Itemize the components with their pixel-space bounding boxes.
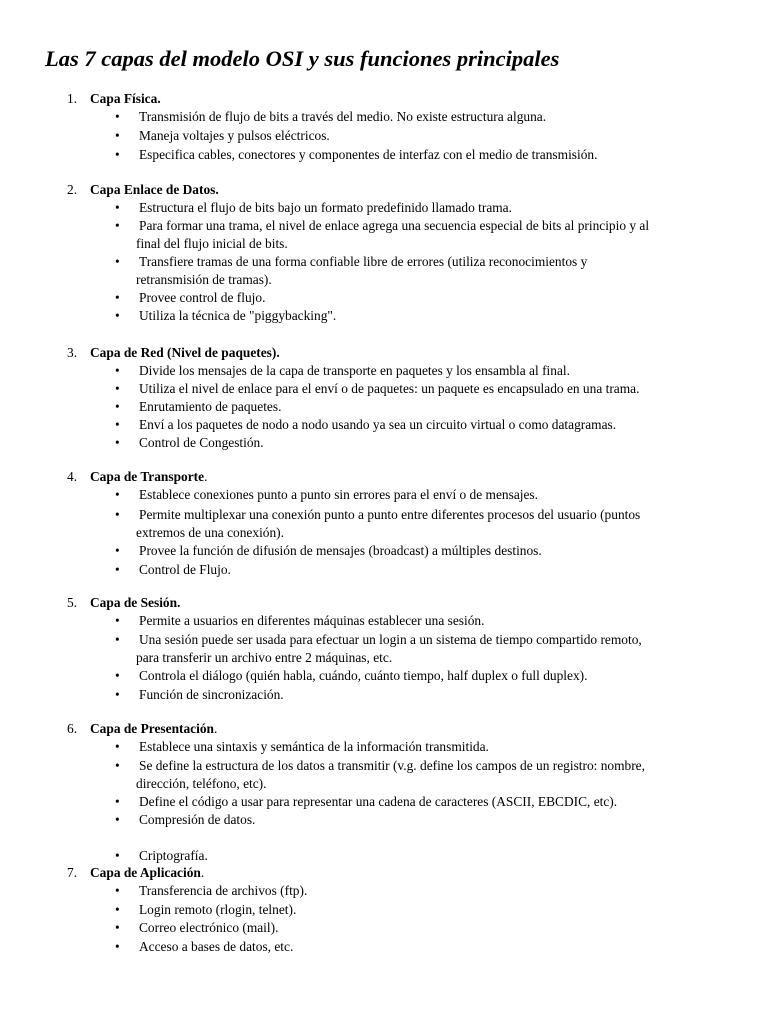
list-item-text: Acceso a bases de datos, etc.: [139, 939, 294, 954]
section-heading-text: Capa de Sesión.: [90, 595, 181, 610]
bullet-icon: •: [115, 363, 120, 378]
list-item-text: Estructura el flujo de bits bajo un formato predefinido llamado trama.: [139, 200, 512, 215]
bullet-icon: •: [115, 739, 120, 754]
bullet-icon: •: [115, 147, 120, 162]
section-heading-text: Capa de Transporte: [90, 469, 205, 484]
bullet-icon: •: [115, 562, 120, 577]
bullet-icon: •: [115, 668, 120, 683]
section-heading-suffix: .: [200, 865, 205, 880]
page-title: Las 7 capas del modelo OSI y sus funciones principales: [45, 46, 560, 71]
section-heading: [90, 468, 207, 486]
bullet-icon: •: [115, 308, 120, 323]
list-item-text: Utiliza la técnica de "piggybacking".: [139, 308, 337, 323]
list-item-text: dirección, teléfono, etc).: [136, 776, 267, 791]
bullet-icon: •: [115, 399, 120, 414]
bullet-icon: •: [115, 109, 120, 124]
list-item-text: Permite a usuarios en diferentes máquinas establecer una sesión.: [139, 613, 485, 628]
list-item-text: Maneja voltajes y pulsos eléctricos.: [139, 128, 330, 143]
list-item-text: Especifica cables, conectores y componentes de interfaz con el medio de transmisión.: [139, 147, 598, 162]
bullet-icon: •: [115, 920, 120, 935]
list-item-text: Criptografía.: [139, 848, 208, 863]
section-heading-text: Capa Enlace de Datos.: [90, 182, 219, 197]
section-heading: [90, 181, 219, 199]
bullet-icon: •: [115, 613, 120, 628]
list-item-text: para transferir un archivo entre 2 máquinas, etc.: [136, 650, 393, 665]
section-number: 5.: [67, 595, 78, 610]
list-item-text: Define el código a usar para representar una cadena de caracteres (ASCII, EBCDIC, etc).: [139, 794, 618, 809]
list-item-text: Compresión de datos.: [139, 812, 256, 827]
list-item-text: Controla el diálogo (quién habla, cuándo, cuánto tiempo, half duplex o full duplex).: [139, 668, 588, 683]
section-number: 2.: [67, 182, 78, 197]
list-item-text: Correo electrónico (mail).: [139, 920, 279, 935]
list-item-text: Control de Congestión.: [139, 435, 264, 450]
list-item-text: Login remoto (rlogin, telnet).: [139, 902, 297, 917]
list-item-text: Para formar una trama, el nivel de enlace agrega una secuencia especial de bits al principio y al: [139, 218, 650, 233]
list-item-text: Transmisión de flujo de bits a través del medio. No existe estructura alguna.: [139, 109, 547, 124]
bullet-icon: •: [115, 487, 120, 502]
section-number: 4.: [67, 469, 78, 484]
section-heading-text: Capa de Presentación: [90, 721, 214, 736]
section-number: 6.: [67, 721, 78, 736]
section-heading: [90, 594, 180, 612]
list-item-text: Función de sincronización.: [139, 687, 284, 702]
bullet-icon: •: [115, 381, 120, 396]
bullet-icon: •: [115, 435, 120, 450]
bullet-icon: •: [115, 758, 120, 773]
section-number: 7.: [67, 865, 78, 880]
bullet-icon: •: [115, 218, 120, 233]
section-heading: [90, 90, 161, 108]
list-item-text: Provee la función de difusión de mensajes (broadcast) a múltiples destinos.: [139, 543, 542, 558]
section-heading: [90, 720, 217, 738]
bullet-icon: •: [115, 200, 120, 215]
list-item-text: Establece conexiones punto a punto sin errores para el enví o de mensajes.: [139, 487, 538, 502]
list-item-text: Control de Flujo.: [139, 562, 231, 577]
bullet-icon: •: [115, 848, 120, 863]
list-item-text: Transfiere tramas de una forma confiable libre de errores (utiliza reconocimientos y: [139, 254, 588, 269]
section-heading-text: Capa de Red (Nivel de paquetes).: [90, 345, 280, 360]
section-heading: [90, 864, 204, 882]
bullet-icon: •: [115, 902, 120, 917]
section-number: 1.: [67, 91, 78, 106]
section-heading-text: Capa Física.: [90, 91, 161, 106]
list-item-text: Utiliza el nivel de enlace para el enví o de paquetes: un paquete es encapsulado en una trama.: [139, 381, 640, 396]
section-number: 3.: [67, 345, 78, 360]
bullet-icon: •: [115, 128, 120, 143]
bullet-icon: •: [115, 632, 120, 647]
section-heading: [90, 344, 280, 362]
bullet-icon: •: [115, 939, 120, 954]
bullet-icon: •: [115, 417, 120, 432]
list-item-text: Una sesión puede ser usada para efectuar un login a un sistema de tiempo compartido remoto,: [139, 632, 642, 647]
section-heading-suffix: .: [204, 469, 208, 484]
list-item-text: final del flujo inicial de bits.: [136, 236, 288, 251]
list-item-text: Divide los mensajes de la capa de transporte en paquetes y los ensambla al final.: [139, 363, 570, 378]
list-item-text: Provee control de flujo.: [139, 290, 266, 305]
bullet-icon: •: [115, 507, 120, 522]
list-item-text: retransmisión de tramas).: [136, 272, 272, 287]
section-heading-suffix: .: [213, 721, 218, 736]
list-item-text: Se define la estructura de los datos a transmitir (v.g. define los campos de un registro: nombre,: [139, 758, 645, 773]
bullet-icon: •: [115, 687, 120, 702]
bullet-icon: •: [115, 812, 120, 827]
list-item-text: Establece una sintaxis y semántica de la información transmitida.: [139, 739, 489, 754]
bullet-icon: •: [115, 794, 120, 809]
list-item-text: Enví a los paquetes de nodo a nodo usando ya sea un circuito virtual o como datagramas.: [139, 417, 617, 432]
bullet-icon: •: [115, 883, 120, 898]
list-item-text: extremos de una conexión).: [136, 525, 284, 540]
list-item-text: Transferencia de archivos (ftp).: [139, 883, 308, 898]
section-heading-text: Capa de Aplicación: [90, 865, 201, 880]
list-item-text: Permite multiplexar una conexión punto a punto entre diferentes procesos del usuario (puntos: [139, 507, 641, 522]
list-item-text: Enrutamiento de paquetes.: [139, 399, 282, 414]
bullet-icon: •: [115, 543, 120, 558]
bullet-icon: •: [115, 254, 120, 269]
bullet-icon: •: [115, 290, 120, 305]
